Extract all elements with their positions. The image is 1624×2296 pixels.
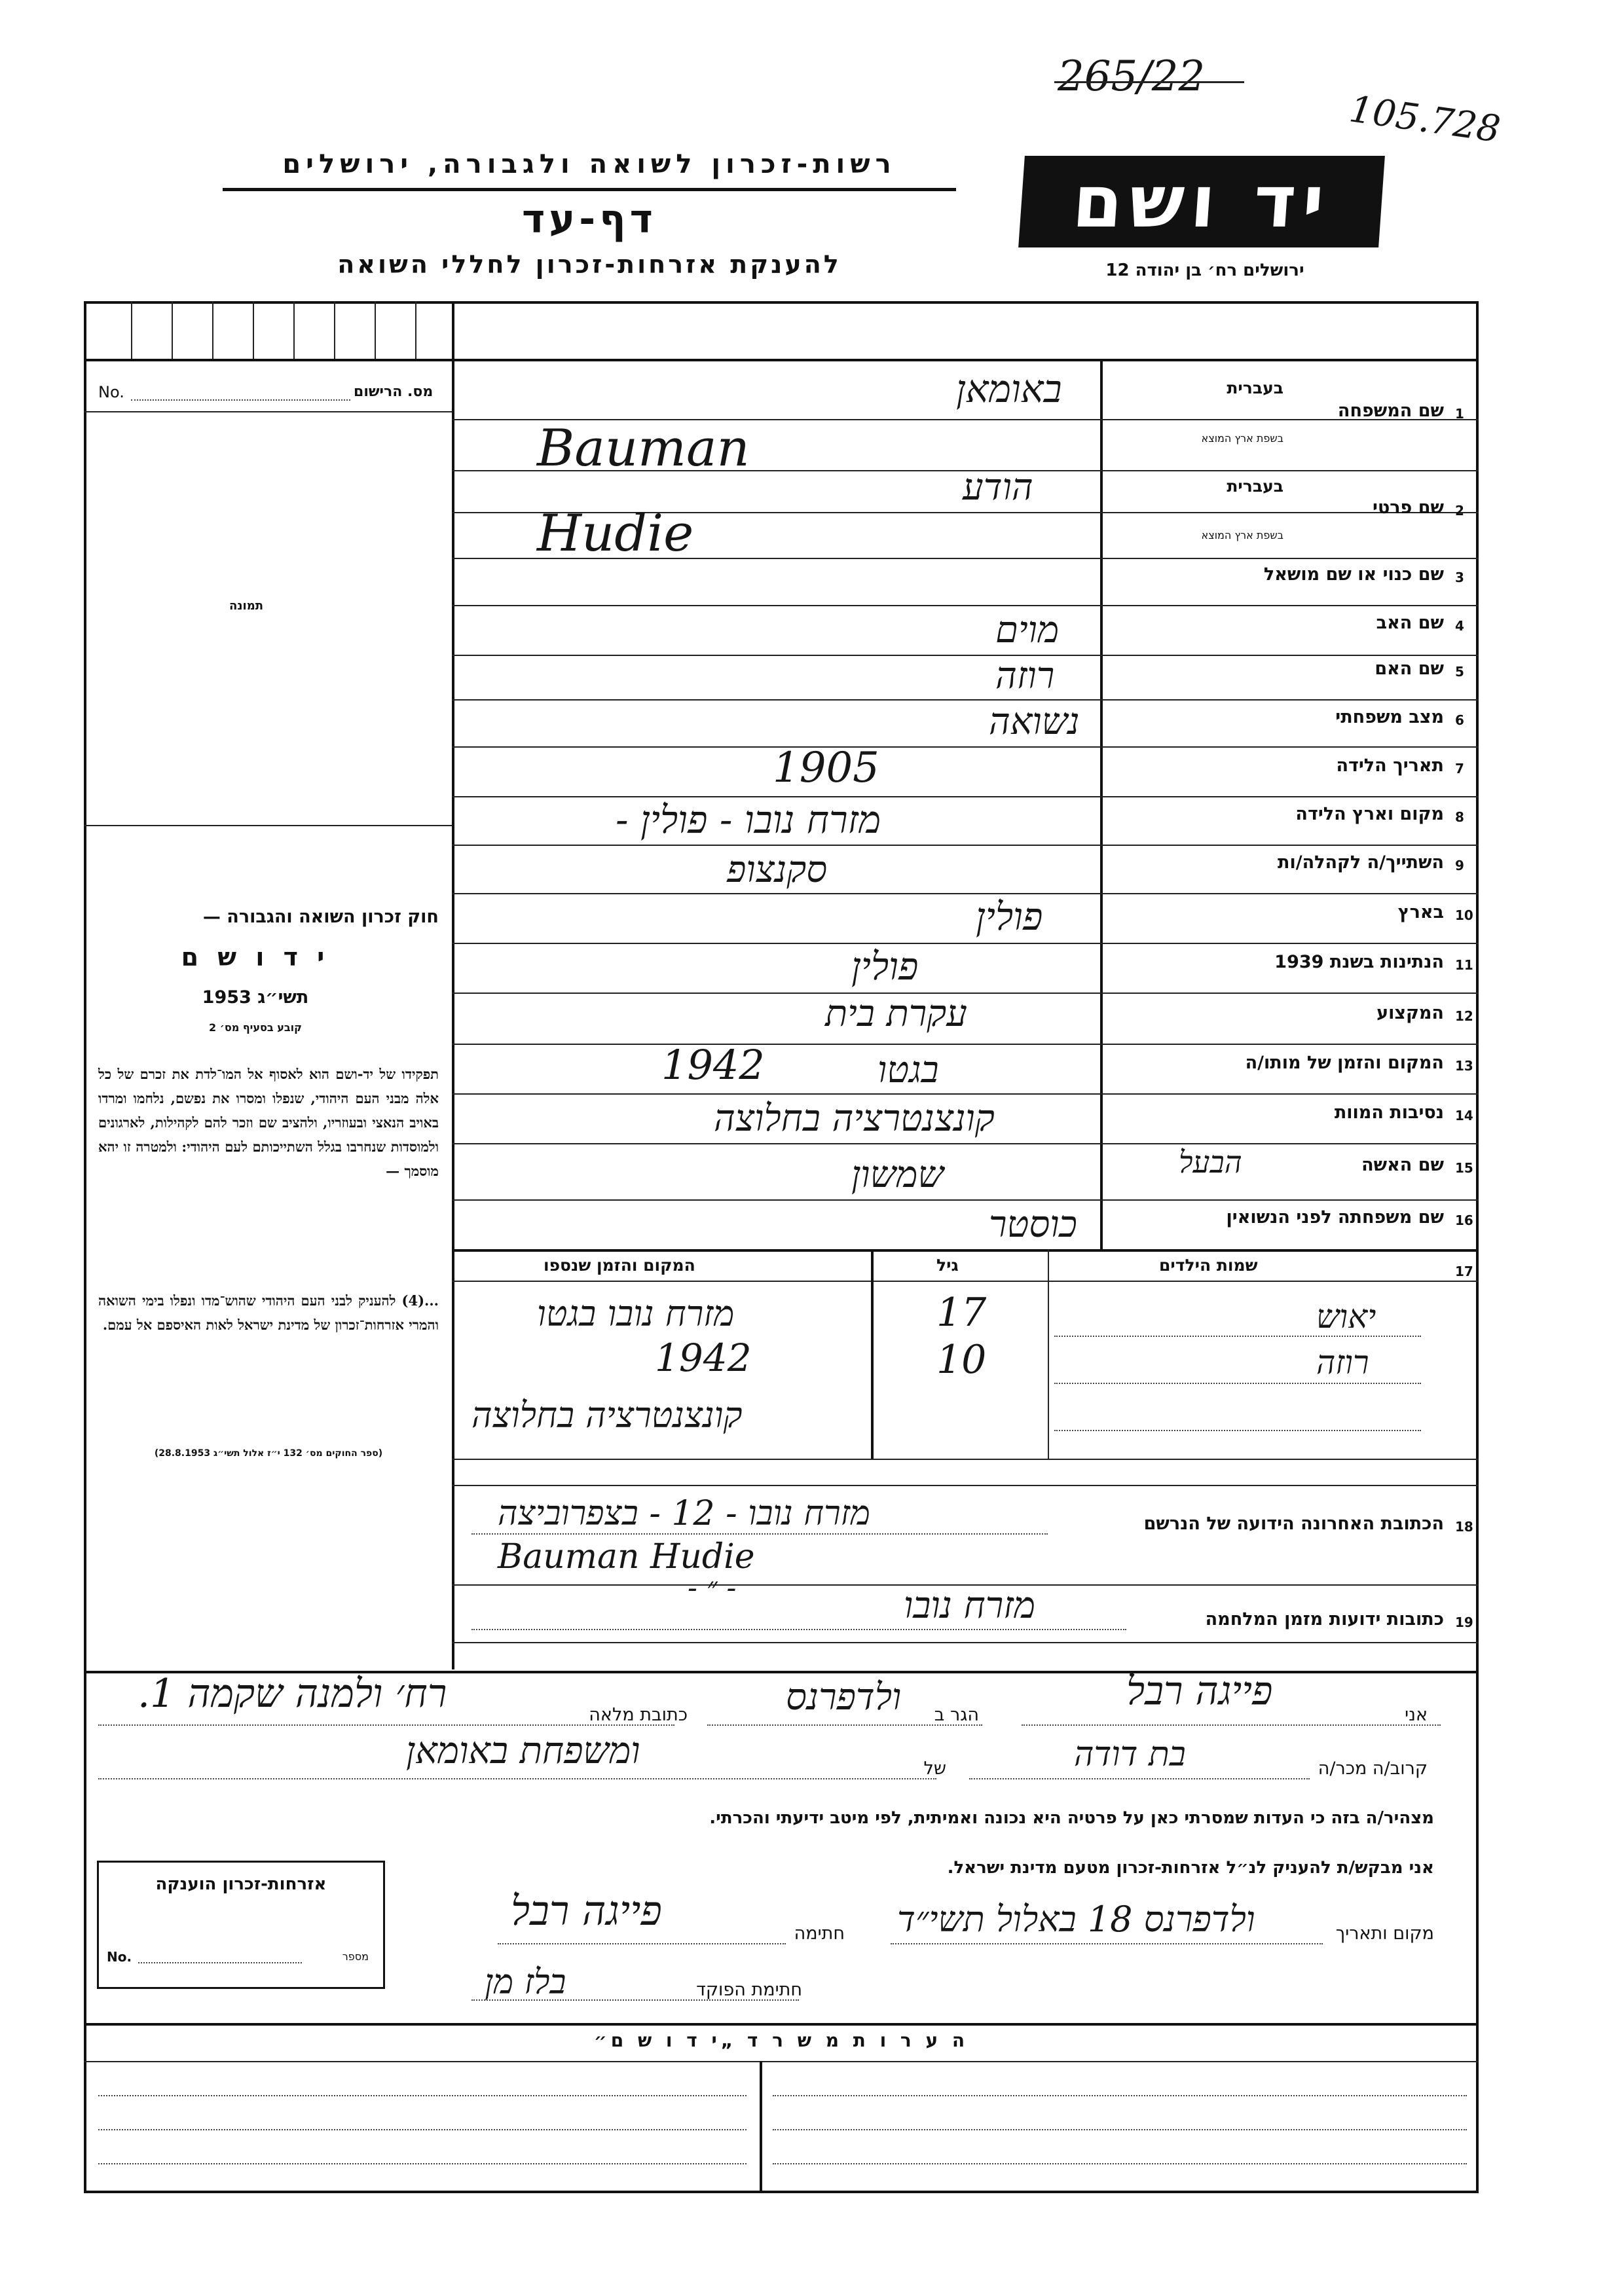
children-col-border <box>871 1249 874 1459</box>
declarant-city[interactable]: ולדפרנס <box>786 1676 902 1719</box>
officer-signature-label: חתימת הפוקד <box>696 1980 802 2000</box>
form-title: דף-עד <box>522 196 657 242</box>
field-number: 7 <box>1455 761 1464 776</box>
child-age-2[interactable]: 10 <box>936 1337 987 1383</box>
children-table-bottom <box>452 1459 1479 1460</box>
nickname-label: שם כנוי או שם מושאל <box>1263 564 1444 585</box>
dotted-line <box>98 1724 674 1726</box>
family-name-hebrew-label: בעברית <box>1227 378 1283 397</box>
place-date-label: מקום ותאריך <box>1335 1923 1434 1944</box>
remarks-title: ה ע ר ו ת מ ש ר ד „י ד ו ש ם״ <box>593 2030 969 2051</box>
last-address-latin[interactable]: Bauman Hudie <box>498 1537 755 1576</box>
strip-cell-divider <box>172 301 173 359</box>
remarks-line[interactable] <box>98 2095 747 2096</box>
birth-date-value[interactable]: 1905 <box>773 744 879 792</box>
birth-place-value[interactable]: מזרח נובו - פולין - <box>616 797 881 842</box>
field-number: 15 <box>1455 1160 1473 1176</box>
spouse-label-correction: הבעל <box>1179 1144 1242 1180</box>
subject-family-value[interactable]: ומשפחת באומאן <box>406 1730 640 1772</box>
field-number: 11 <box>1455 957 1473 973</box>
remarks-divider <box>760 2061 762 2192</box>
dotted-line <box>891 1943 1323 1944</box>
children-row-line <box>1054 1383 1421 1384</box>
field-number: 8 <box>1455 809 1464 825</box>
officer-signature[interactable]: בלז מן <box>485 1963 566 2002</box>
dotted-line <box>471 1999 799 2001</box>
logo-text: יד ושם <box>1069 160 1334 244</box>
birth-date-label: תאריך הלידה <box>1336 756 1444 776</box>
children-place-header: המקום והזמן שנספו <box>544 1256 695 1275</box>
field-number: 1 <box>1455 406 1464 422</box>
row-separator <box>452 1485 1479 1486</box>
field-number: 4 <box>1455 618 1464 634</box>
dotted-line <box>471 1629 1126 1630</box>
first-name-hebrew-label: בעברית <box>1227 477 1283 496</box>
form-subtitle: להענקת אזרחות-זכרון לחללי השואה <box>337 250 841 279</box>
law-clause: קובע בסעיף מס׳ 2 <box>209 1021 302 1034</box>
law-source: (ספר החוקים מס׳ 132 י״ז אלול תשי״ג 28.8.1953) <box>154 1448 383 1459</box>
children-age-header: גיל <box>936 1256 959 1275</box>
declaration-statement: מצהיר/ה בזה כי העדות שמסרתי כאן על פרטיה היא נכונה ואמיתית, לפי מיטב ידיעתי והכרתי. <box>709 1808 1434 1828</box>
last-address-value[interactable]: מזרח נובו - 12 - בצפרוביצה <box>498 1494 870 1533</box>
child-place-3[interactable]: קונצנטרציה בחלוצה <box>471 1394 743 1436</box>
registration-label: מס. הרישום <box>354 384 434 400</box>
spouse-name-value[interactable]: שמשון <box>851 1154 944 1196</box>
marital-status-label: מצב משפחתי <box>1335 707 1444 727</box>
field-number: 13 <box>1455 1058 1473 1074</box>
death-place-time-label: המקום והזמן של מותו/ה <box>1245 1053 1444 1073</box>
family-name-hebrew-value[interactable]: באומאן <box>956 367 1062 411</box>
award-box-number-label: מספר <box>342 1950 369 1963</box>
remarks-top-border <box>84 2023 1479 2026</box>
row-separator <box>452 746 1479 748</box>
country-value[interactable]: פולין <box>976 894 1043 939</box>
child-age-1[interactable]: 17 <box>936 1290 987 1336</box>
row-separator <box>452 1044 1479 1045</box>
child-place-2[interactable]: 1942 <box>655 1336 752 1380</box>
profession-value[interactable]: עקרת בית <box>825 993 967 1035</box>
law-year: תשי״ג 1953 <box>202 987 309 1008</box>
community-value[interactable]: סקנצופ <box>727 848 828 891</box>
field-number: 19 <box>1455 1614 1473 1630</box>
signature-label: חתימה <box>794 1923 845 1944</box>
registration-divider <box>84 411 452 412</box>
case-number: 265/22 <box>1058 52 1206 101</box>
child-place-1[interactable]: מזרח נובו בגטו <box>537 1293 735 1334</box>
remarks-line[interactable] <box>773 2163 1467 2164</box>
field-number: 5 <box>1455 664 1464 680</box>
strip-cell-divider <box>293 301 295 359</box>
birth-place-label: מקום וארץ הלידה <box>1295 804 1444 824</box>
death-circumstances-value[interactable]: קונצנטרציה בחלוצה <box>714 1097 995 1140</box>
father-name-label: שם האב <box>1376 613 1444 633</box>
first-name-hebrew-value[interactable]: הודע <box>963 466 1033 509</box>
declarant-ani-label: אני <box>1405 1705 1428 1725</box>
children-col-border <box>1048 1249 1049 1459</box>
full-address-label: כתובת מלאה <box>589 1705 688 1725</box>
maiden-name-label: שם משפחתה לפני הנשואין <box>1226 1207 1444 1228</box>
of-label: של <box>923 1758 946 1779</box>
row-separator <box>452 699 1479 701</box>
law-text-citizenship: ...(4) להעניק לבני העם היהודי שהוש־מדו ונפלו בימי השואה והמרי אזרחות־זכרון של מדינת ישראל לאות האיספם אל עמם. <box>98 1292 439 1333</box>
strip-cell-divider <box>131 301 132 359</box>
row-separator <box>452 1093 1479 1095</box>
row-separator <box>452 1143 1479 1144</box>
remarks-header-line <box>84 2061 1479 2062</box>
registration-no-line[interactable] <box>131 399 350 401</box>
spouse-name-label: שם האשה <box>1361 1155 1444 1175</box>
remarks-line[interactable] <box>773 2129 1467 2130</box>
row-separator <box>452 1642 1479 1643</box>
field-number: 9 <box>1455 858 1464 873</box>
row-separator <box>452 1249 1479 1252</box>
remarks-line[interactable] <box>98 2129 747 2130</box>
mother-name-label: שם האם <box>1375 659 1444 679</box>
row-separator <box>452 943 1479 944</box>
nationality-value[interactable]: פולין <box>851 944 919 989</box>
mother-name-value[interactable]: רוזה <box>995 655 1055 697</box>
reference-number: 105.728 <box>1346 88 1503 151</box>
row-separator <box>452 845 1479 846</box>
family-name-label: שם המשפחה <box>1337 401 1444 421</box>
dotted-line <box>1022 1724 1441 1726</box>
row-separator <box>452 655 1479 656</box>
family-name-latin-value[interactable]: Bauman <box>537 419 750 478</box>
dotted-line <box>471 1533 1048 1535</box>
yad-vashem-logo <box>1018 156 1385 247</box>
law-title: חוק זכרון השואה והגבורה — <box>202 907 439 927</box>
row-separator <box>452 893 1479 894</box>
field-number: 18 <box>1455 1519 1473 1535</box>
field-number: 10 <box>1455 907 1473 923</box>
strip-cell-divider <box>415 301 416 359</box>
family-name-origin-label: בשפת ארץ המוצא <box>1201 432 1283 445</box>
award-box-title: אזרחות-זכרון הוענקה <box>155 1874 327 1894</box>
law-name: י ד ו ש ם <box>181 943 330 972</box>
dotted-line <box>98 1778 936 1779</box>
wartime-address-label: כתובות ידועות מזמן המלחמה <box>1205 1609 1444 1630</box>
field-number: 16 <box>1455 1212 1473 1228</box>
award-box-number-line[interactable] <box>138 1962 302 1963</box>
country-label: בארץ <box>1397 902 1444 922</box>
law-text-purpose: תפקידו של יד-ושם הוא לאסוף אל המו־לדת את זכרם של כל אלה מבני העם היהודי, שנפלו ומסרו את נפשם, נלחמו ומרדו באויב הנאצי ובעוזריו, ולהציב שם וזכר להם לקהילות, לארגונים ולמוסדות שנחרבו בגלל השתייכותם לעם היהודי: ולמטרה זו יהא מוסמך — <box>98 1066 439 1179</box>
first-name-label: שם פרטי <box>1373 498 1444 518</box>
children-row-line <box>1054 1336 1421 1337</box>
field-number: 6 <box>1455 712 1464 728</box>
logo-address: ירושלים רח׳ בן יהודה 12 <box>1105 261 1304 280</box>
remarks-line[interactable] <box>773 2095 1467 2096</box>
children-header-line <box>452 1281 1479 1282</box>
first-name-latin-value[interactable]: Hudie <box>537 504 694 563</box>
nationality-label: הנתינות בשנת 1939 <box>1274 952 1444 972</box>
declarant-address[interactable]: רח׳ ולמנה שקמה 1. <box>138 1671 447 1717</box>
death-circumstances-label: נסיבות המוות <box>1334 1102 1444 1123</box>
declaration-request: אני מבקש/ת להעניק לנ״ל אזרחות-זכרון מטעם מדינת ישראל. <box>947 1858 1434 1878</box>
field-number: 3 <box>1455 570 1464 585</box>
remarks-line[interactable] <box>98 2163 747 2164</box>
relation-value[interactable]: בת דודה <box>1074 1735 1186 1774</box>
father-name-value[interactable]: מוים <box>995 609 1060 651</box>
relative-label: קרוב/ה מכר/ה <box>1318 1758 1428 1779</box>
row-separator <box>452 605 1479 606</box>
strip-cell-divider <box>212 301 213 359</box>
community-label: השתייך/ה לקהלה/ות <box>1278 852 1444 873</box>
field-number: 17 <box>1455 1264 1473 1279</box>
residing-label: הגר ב <box>934 1705 979 1725</box>
left-column-border <box>452 301 454 1669</box>
dotted-line <box>969 1778 1310 1779</box>
photo-divider <box>84 825 452 826</box>
dotted-line <box>707 1724 982 1726</box>
field-number: 14 <box>1455 1108 1473 1123</box>
strip-cell-divider <box>334 301 335 359</box>
declarant-name[interactable]: פייגה רבל <box>1126 1668 1273 1714</box>
award-box <box>97 1861 385 1989</box>
children-row-line <box>1054 1430 1421 1431</box>
profession-label: המקצוע <box>1376 1003 1444 1023</box>
row-separator <box>452 796 1479 797</box>
death-year-value[interactable]: 1942 <box>661 1041 765 1089</box>
first-name-origin-label: בשפת ארץ המוצא <box>1201 529 1283 541</box>
child-name-2[interactable]: רוזה <box>1316 1343 1369 1381</box>
authority-underline <box>223 188 956 191</box>
case-number-strike <box>1054 81 1244 83</box>
label-column-border <box>1100 359 1103 1249</box>
maiden-name-value[interactable]: כוסטר <box>989 1203 1077 1246</box>
child-name-1[interactable]: יאוש <box>1316 1298 1376 1336</box>
dotted-line <box>498 1943 786 1944</box>
field-number: 12 <box>1455 1008 1473 1024</box>
field-number: 2 <box>1455 503 1464 519</box>
wartime-address-ditto: - ״ - <box>688 1571 737 1605</box>
place-date-value[interactable]: ולדפרנס 18 באלול תשי״ד <box>897 1899 1255 1940</box>
last-address-label: הכתובת האחרונה הידועה של הנרשם <box>1143 1514 1444 1534</box>
declarant-signature[interactable]: פייגה רבל <box>511 1887 662 1935</box>
wartime-address-value[interactable]: מזרח נובו <box>904 1584 1036 1627</box>
top-strip-bottom <box>84 359 1479 361</box>
death-place-value[interactable]: בגטו <box>877 1049 939 1091</box>
authority-name: רשות-זכרון לשואה ולגבורה, ירושלים <box>282 149 896 179</box>
strip-cell-divider <box>375 301 376 359</box>
photo-label: תמונה <box>229 599 264 613</box>
registration-no-label: No. <box>98 383 124 401</box>
children-names-header: שמות הילדים <box>1159 1256 1258 1275</box>
strip-cell-divider <box>253 301 254 359</box>
award-box-no-label: No. <box>107 1949 132 1965</box>
marital-status-value[interactable]: נשואה <box>989 701 1080 743</box>
row-separator <box>452 1199 1479 1201</box>
